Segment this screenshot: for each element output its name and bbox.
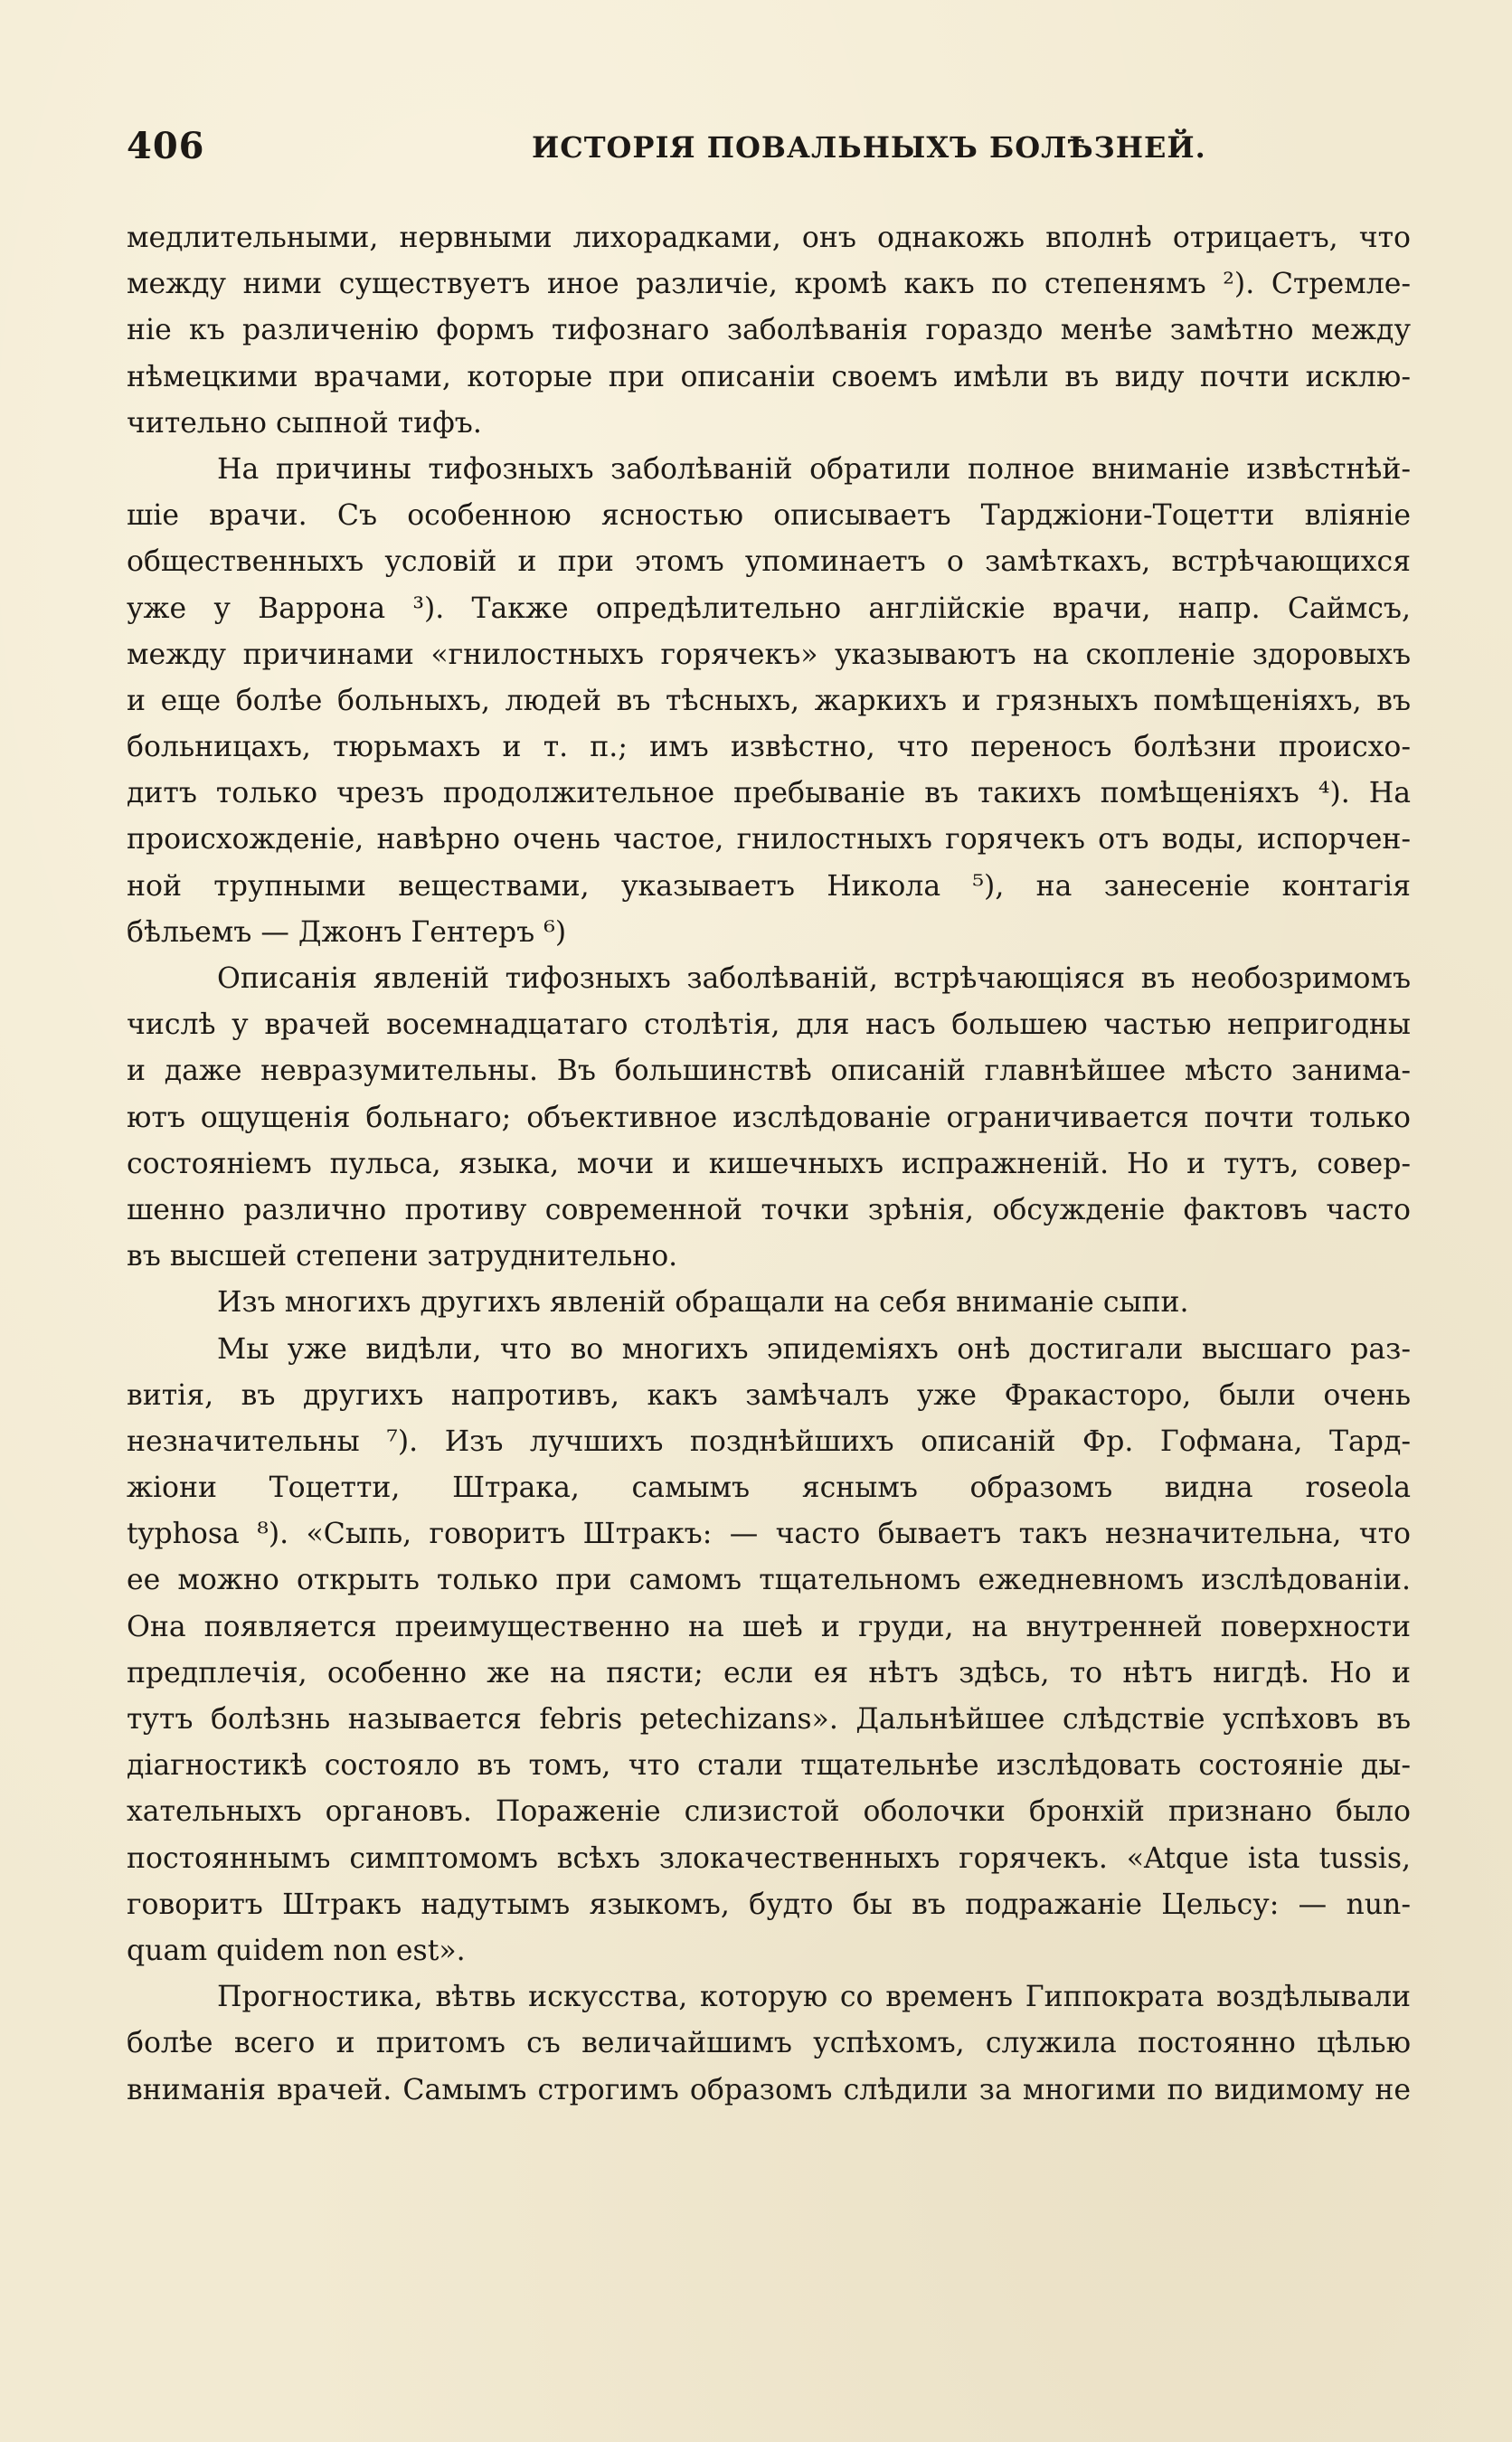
text-line: нѣмецкими врачами, которые при описаніи своемъ имѣли въ виду почти исклю-	[127, 360, 1411, 393]
text-line: Она появляется преимущественно на шеѣ и груди, на внутренней поверхности	[127, 1610, 1411, 1643]
text-line: незначительны ⁷). Изъ лучшихъ позднѣйшихъ описаній Фр. Гофмана, Тард-	[127, 1424, 1411, 1458]
text-line: между причинами «гнилостныхъ горячекъ» указываютъ на скопленіе здоровыхъ	[127, 638, 1411, 671]
text-line: шенно различно противу современной точки зрѣнія, обсужденіе фактовъ часто	[127, 1193, 1411, 1226]
paragraph	[127, 1280, 1411, 1326]
text-line: діагностикѣ состояло въ томъ, что стали тщательнѣе изслѣдовать состояніе ды-	[127, 1749, 1411, 1783]
text-line: typhosa ⁸). «Сыпь, говоритъ Штракъ: — часто бываетъ такъ незначительна, что	[127, 1518, 1411, 1551]
paragraph	[127, 956, 1411, 1280]
paragraph	[127, 1327, 1411, 1975]
text-line: происхожденіе, навѣрно очень частое, гнилостныхъ горячекъ отъ воды, испорчен-	[127, 823, 1411, 857]
running-title: ИСТОРІЯ ПОВАЛЬНЫХЪ БОЛѢЗНЕЙ.	[532, 130, 1206, 165]
text-line: тутъ болѣзнь называется febris petechizans». Дальнѣйшее слѣдствіе успѣховъ въ	[127, 1703, 1411, 1736]
text-line: болѣе всего и притомъ съ величайшимъ успѣхомъ, служила постоянно цѣлью	[127, 2027, 1411, 2060]
text-line: говоритъ Штракъ надутымъ языкомъ, будто бы въ подражаніе Цельсу: — nun-	[127, 1888, 1411, 1921]
text-line: дитъ только чрезъ продолжительное пребываніе въ такихъ помѣщеніяхъ ⁴). На	[127, 777, 1411, 810]
text-line: На причины тифозныхъ заболѣваній обратили полное вниманіе извѣстнѣй-	[217, 452, 1411, 486]
text-line: бѣльемъ — Джонъ Гентеръ ⁶)	[127, 915, 567, 949]
text-line: въ высшей степени затруднительно.	[127, 1240, 678, 1273]
text-line: жіони Тоцетти, Штрака, самымъ яснымъ образомъ видна roseola	[127, 1472, 1411, 1505]
text-line: состояніемъ пульса, языка, мочи и кишечныхъ испражненій. Но и тутъ, совер-	[127, 1147, 1411, 1180]
text-line: общественныхъ условій и при этомъ упоминаетъ о замѣткахъ, встрѣчающихся	[127, 545, 1411, 579]
text-line: числѣ у врачей восемнадцатаго столѣтія, для насъ большею частью непригодны	[127, 1008, 1411, 1042]
text-line: вниманія врачей. Самымъ строгимъ образомъ слѣдили за многими по видимому не	[127, 2073, 1411, 2106]
page-number: 406	[127, 125, 205, 167]
text-line: ее можно открыть только при самомъ тщательномъ ежедневномъ изслѣдованіи.	[127, 1564, 1411, 1597]
text-line: и еще болѣе больныхъ, людей въ тѣсныхъ, жаркихъ и грязныхъ помѣщеніяхъ, въ	[127, 684, 1411, 717]
body-text	[127, 215, 1411, 2114]
text-line: ной трупными веществами, указываетъ Никола ⁵), на занесеніе контагія	[127, 869, 1411, 903]
paragraph	[127, 1974, 1411, 2114]
page-header	[127, 125, 1411, 179]
text-line: уже у Варрона ³). Также опредѣлительно англійскіе врачи, напр. Саймсъ,	[127, 592, 1411, 625]
text-line: больницахъ, тюрьмахъ и т. п.; имъ извѣстно, что переносъ болѣзни происхо-	[127, 731, 1411, 764]
text-line: постояннымъ симптомомъ всѣхъ злокачественныхъ горячекъ. «Atque ista tussis,	[127, 1841, 1411, 1875]
text-line: Описанія явленій тифозныхъ заболѣваній, встрѣчающіяся въ необозримомъ	[217, 962, 1411, 995]
paragraph	[127, 215, 1411, 447]
text-line: между ними существуетъ иное различіе, кромѣ какъ по степенямъ ²). Стремле-	[127, 268, 1411, 301]
text-line: шіе врачи. Съ особенною ясностью описываетъ Тарджіони-Тоцетти вліяніе	[127, 499, 1411, 533]
text-line: чительно сыпной тифъ.	[127, 406, 482, 440]
text-line: Мы уже видѣли, что во многихъ эпидеміяхъ онѣ достигали высшаго раз-	[217, 1332, 1411, 1366]
text-line: ніе къ различенію формъ тифознаго заболѣванія гораздо менѣе замѣтно между	[127, 314, 1411, 347]
text-line: Прогностика, вѣтвь искусства, которую со временъ Гиппократа воздѣлывали	[217, 1981, 1411, 2014]
text-line: Изъ многихъ другихъ явленій обращали на себя вниманіе сыпи.	[217, 1286, 1189, 1320]
paragraph	[127, 447, 1411, 956]
text-line: и даже невразумительны. Въ большинствѣ описаній главнѣйшее мѣсто занима-	[127, 1055, 1411, 1088]
text-line: хательныхъ органовъ. Пораженіе слизистой оболочки бронхій признано было	[127, 1795, 1411, 1829]
text-line: медлительными, нервными лихорадками, онъ однакожь вполнѣ отрицаетъ, что	[127, 222, 1411, 254]
text-line: предплечія, особенно же на пясти; если ея нѣтъ здѣсь, то нѣтъ нигдѣ. Но и	[127, 1656, 1411, 1690]
text-line: quam quidem non est».	[127, 1934, 466, 1967]
text-line: витія, въ другихъ напротивъ, какъ замѣчалъ уже Фракасторо, были очень	[127, 1378, 1411, 1412]
text-line: ютъ ощущенія больнаго; объективное изслѣдованіе ограничивается почти только	[127, 1101, 1411, 1134]
